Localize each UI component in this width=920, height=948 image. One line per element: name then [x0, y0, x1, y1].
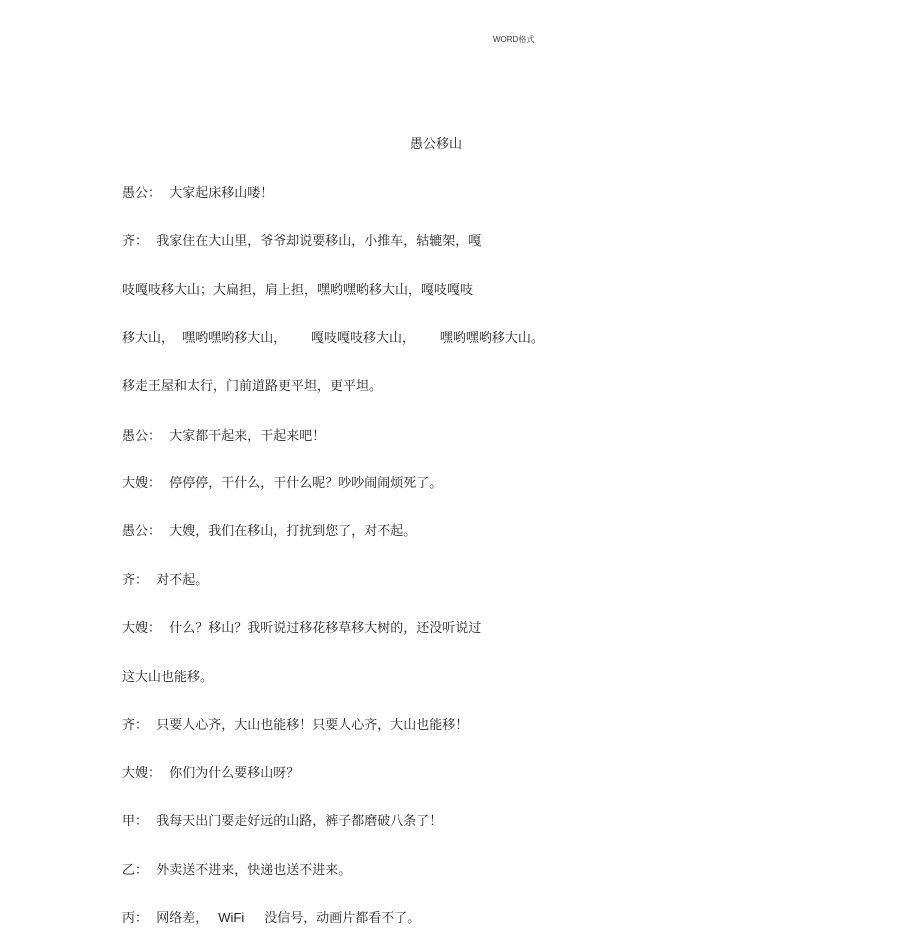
page-header: WORD格式	[493, 35, 535, 44]
dialogue-line: 这大山也能移。	[122, 670, 214, 685]
dialogue-line: 齐： 只要人心齐，大山也能移！只要人心齐，大山也能移！	[122, 718, 469, 733]
dialogue-line: 大嫂： 停停停，干什么，干什么呢？吵吵闹闹烦死了。	[122, 476, 443, 491]
dialogue-line: 大嫂： 什么？移山？我听说过移花移草移大树的，还没听说过	[122, 621, 482, 636]
dialogue-line: 吱嘎吱移大山；大扁担，肩上担，嘿哟嘿哟移大山，嘎吱嘎吱	[122, 283, 474, 298]
dialogue-line: 甲： 我每天出门要走好远的山路，裤子都磨破八条了！	[122, 814, 443, 829]
document-title: 愚公移山	[410, 137, 463, 152]
dialogue-line: 愚公： 大嫂，我们在移山，打扰到您了，对不起。	[122, 524, 417, 539]
dialogue-line: 齐： 我家住在大山里，爷爷却说要移山，小推车，轱辘架，嘎	[122, 234, 482, 249]
dialogue-line-suffix: 没信号，动画片都看不了。	[264, 911, 421, 926]
dialogue-line: 齐： 对不起。	[122, 573, 209, 588]
dialogue-line: 乙： 外卖送不进来，快递也送不进来。	[122, 863, 352, 878]
dialogue-line: 大嫂： 你们为什么要移山呀？	[122, 766, 300, 781]
dialogue-line: 愚公： 大家都干起来，干起来吧！	[122, 429, 326, 444]
wifi-text: WiFi	[218, 910, 245, 925]
dialogue-line: 愚公： 大家起床移山喽！	[122, 186, 274, 201]
dialogue-line: 移大山， 嘿哟嘿哟移大山， 嘎吱嘎吱移大山， 嘿哟嘿哟移大山。	[122, 331, 544, 346]
dialogue-line-prefix: 丙： 网络差，	[122, 911, 209, 926]
dialogue-line: 移走王屋和太行，门前道路更平坦，更平坦。	[122, 379, 383, 394]
dialogue-line	[122, 907, 420, 926]
